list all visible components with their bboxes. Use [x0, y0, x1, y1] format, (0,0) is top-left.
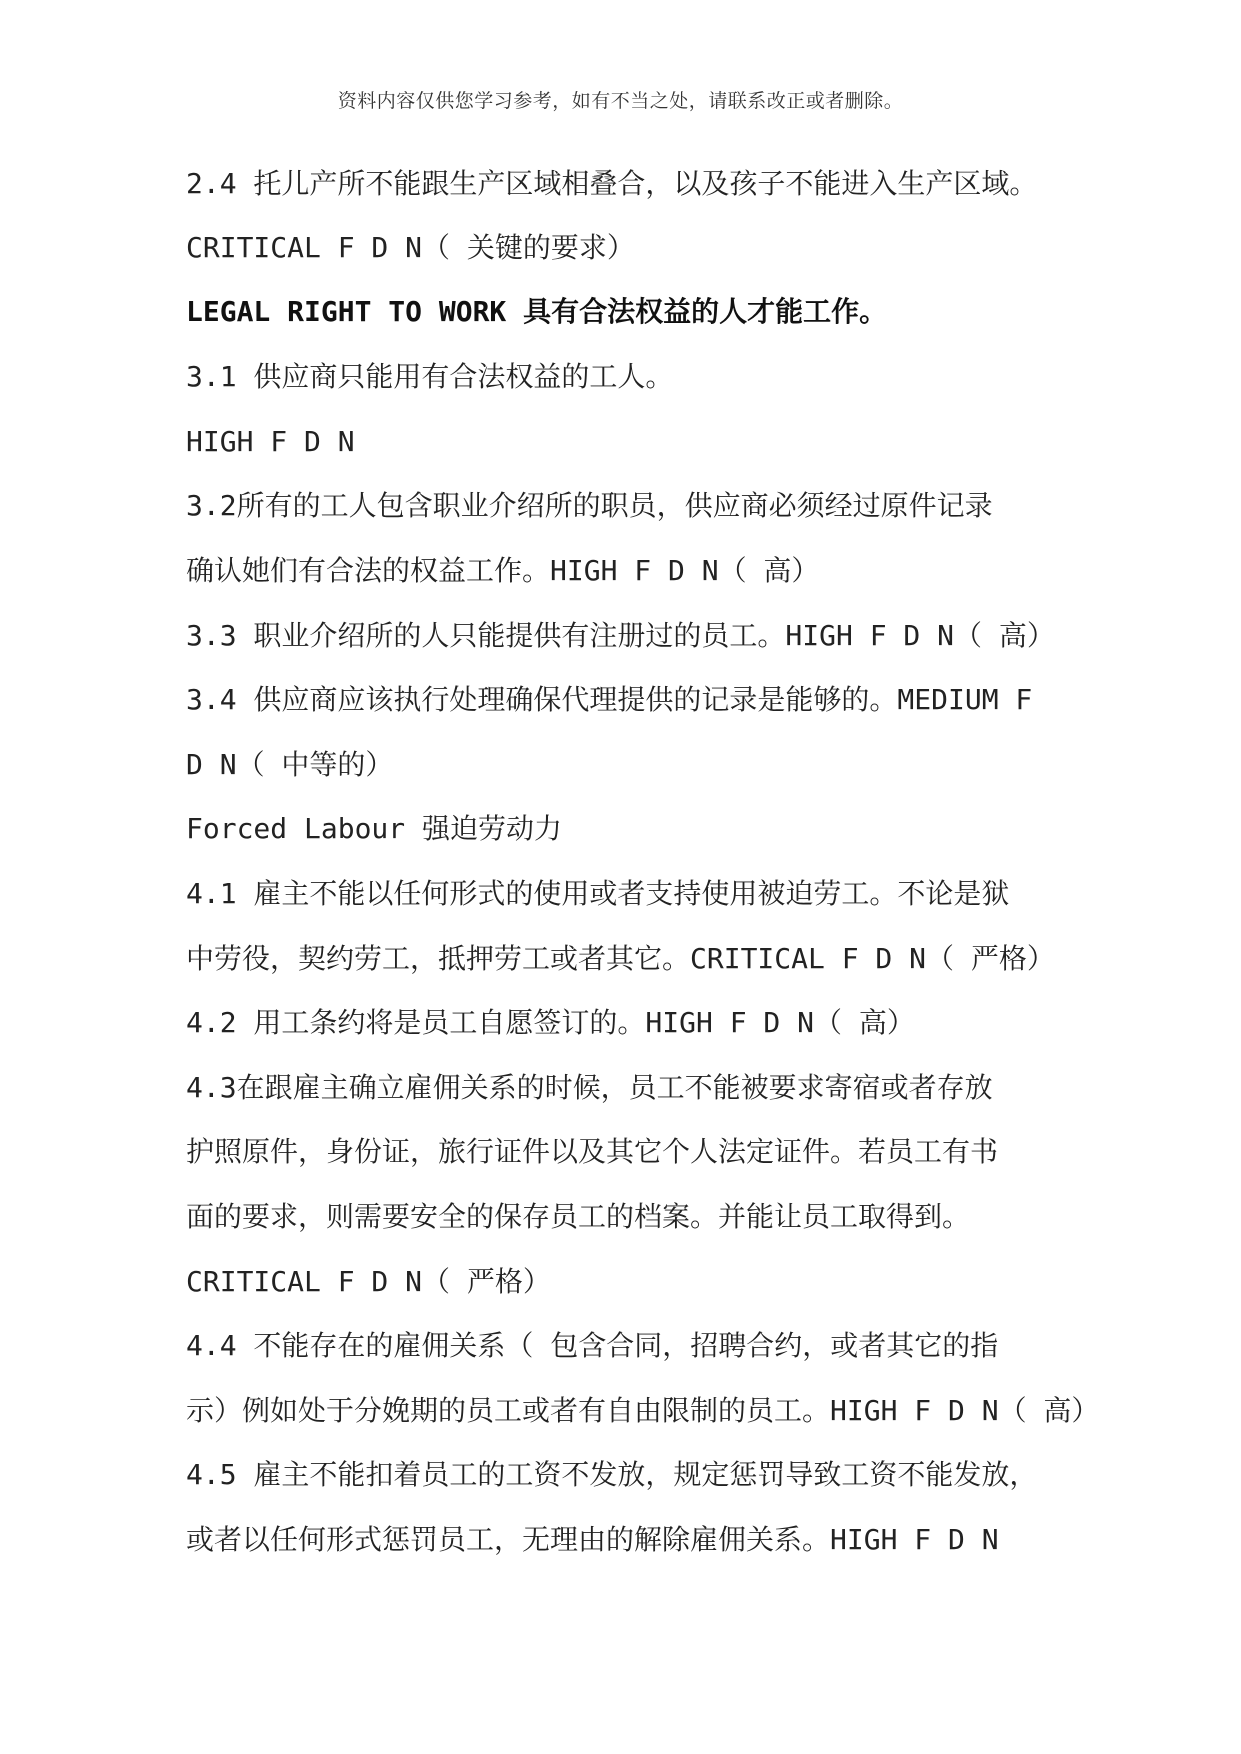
- line-4-3: 4.3在跟雇主确立雇佣关系的时候，员工不能被要求寄宿或者存放: [186, 1071, 993, 1104]
- line-4-4-cont: 示）例如处于分娩期的员工或者有自由限制的员工。HIGH F D N（ 高）: [186, 1394, 1100, 1427]
- heading-forced-labour: Forced Labour 强迫劳动力: [186, 812, 563, 845]
- page-header-disclaimer: 资料内容仅供您学习参考，如有不当之处，请联系改正或者删除。: [337, 90, 904, 112]
- line-4-1-cont: 中劳役，契约劳工，抵押劳工或者其它。CRITICAL F D N（ 严格）: [186, 942, 1055, 975]
- line-4-3-cont-2: 面的要求，则需要安全的保存员工的档案。并能让员工取得到。: [186, 1200, 971, 1233]
- line-4-2: 4.2 用工条约将是员工自愿签订的。HIGH F D N（ 高）: [186, 1006, 915, 1039]
- line-4-3-cont-1: 护照原件，身份证，旅行证件以及其它个人法定证件。若员工有书: [186, 1135, 999, 1168]
- line-4-1: 4.1 雇主不能以任何形式的使用或者支持使用被迫劳工。不论是狱: [186, 877, 1010, 910]
- line-3-1: 3.1 供应商只能用有合法权益的工人。: [186, 360, 674, 393]
- line-3-3: 3.3 职业介绍所的人只能提供有注册过的员工。HIGH F D N（ 高）: [186, 619, 1055, 652]
- line-3-2: 3.2所有的工人包含职业介绍所的职员，供应商必须经过原件记录: [186, 489, 993, 522]
- heading-legal-right-to-work: LEGAL RIGHT TO WORK 具有合法权益的人才能工作。: [186, 295, 888, 328]
- line-2-4: 2.4 托儿产所不能跟生产区域相叠合，以及孩子不能进入生产区域。: [186, 167, 1038, 200]
- line-critical-key: CRITICAL F D N（ 关键的要求）: [186, 231, 635, 264]
- line-4-3-critical: CRITICAL F D N（ 严格）: [186, 1265, 551, 1298]
- line-high-fdn: HIGH F D N: [186, 425, 355, 458]
- line-3-4-cont: D N（ 中等的）: [186, 748, 394, 781]
- line-4-5: 4.5 雇主不能扣着员工的工资不发放，规定惩罚导致工资不能发放，: [186, 1458, 1038, 1491]
- line-3-4: 3.4 供应商应该执行处理确保代理提供的记录是能够的。MEDIUM F: [186, 683, 1033, 716]
- line-3-2-cont: 确认她们有合法的权益工作。HIGH F D N（ 高）: [186, 554, 820, 587]
- line-4-5-cont: 或者以任何形式惩罚员工，无理由的解除雇佣关系。HIGH F D N: [186, 1523, 999, 1556]
- line-4-4: 4.4 不能存在的雇佣关系（ 包含合同，招聘合约，或者其它的指: [186, 1329, 999, 1362]
